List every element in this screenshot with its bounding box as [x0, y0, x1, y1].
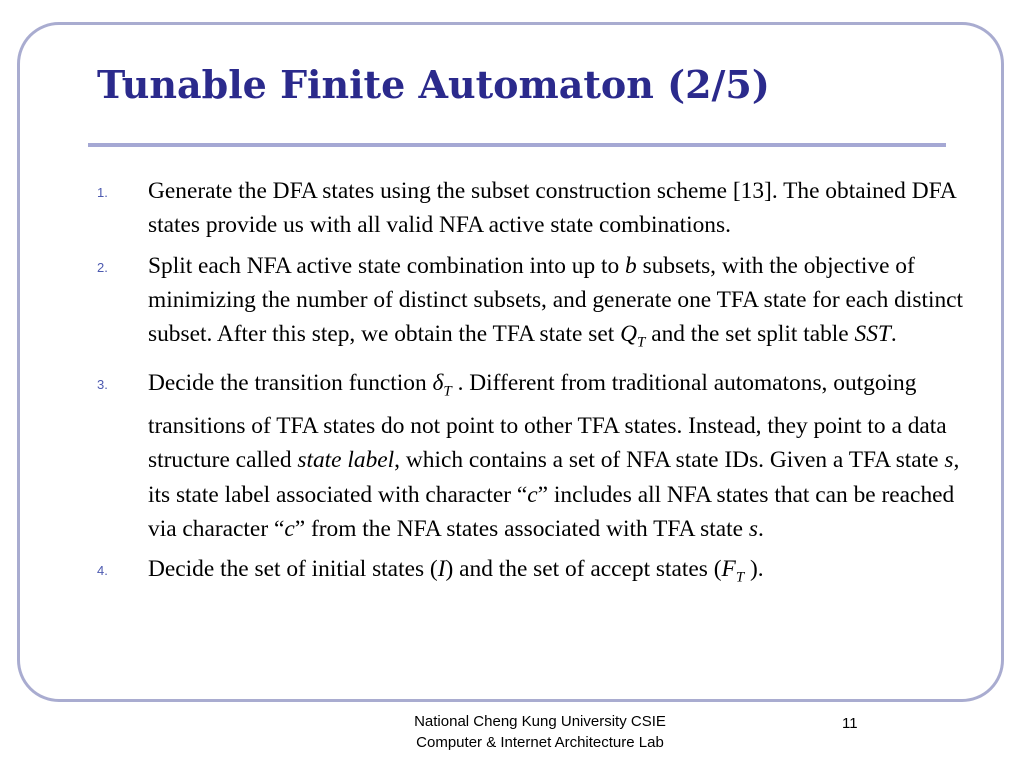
item-number: 1.: [97, 185, 108, 200]
item-number: 2.: [97, 259, 108, 275]
text-run: Generate the DFA states using the subset construction scheme [13]. The obtained DFA states provide us with all valid NFA active state combinations.: [148, 178, 956, 239]
item-text: [148, 249, 977, 361]
text-run: Split each NFA active state combination into up to: [148, 252, 626, 279]
page-number: 11: [842, 715, 858, 732]
italic-text: b: [625, 252, 637, 279]
italic-text: s: [748, 516, 758, 543]
slide-title: Tunable Finite Automaton (2/5): [97, 62, 770, 107]
text-run: Decide the set of initial states (: [148, 556, 438, 583]
footer-line-1: National Cheng Kung University CSIE: [414, 713, 666, 730]
footer-line-2: Computer & Internet Architecture Lab: [416, 734, 664, 751]
list-item: [97, 249, 977, 361]
text-run: Decide the transition function: [148, 370, 433, 397]
italic-text: F: [721, 556, 736, 583]
list-item: [97, 174, 977, 243]
item-text: [148, 366, 977, 546]
italic-text: state label: [297, 447, 395, 474]
subscript-text: T: [637, 334, 646, 351]
text-run: ” includes all NFA states that can be reached via character “: [148, 481, 955, 543]
list-item: [97, 366, 977, 546]
subscript-text: T: [443, 383, 452, 400]
title-divider: [88, 143, 946, 147]
italic-text: Q: [620, 321, 637, 348]
text-run: ) and the set of accept states (: [445, 556, 722, 583]
text-run: , its state label associated with character “: [148, 447, 960, 508]
steps-list: [97, 174, 977, 601]
footer-institution: [340, 711, 740, 753]
text-run: ).: [744, 556, 764, 583]
italic-text: I: [437, 556, 446, 583]
text-run: ” from the NFA states associated with TFA state: [294, 516, 749, 543]
item-text: [148, 552, 977, 595]
text-run: . Different from traditional automatons, outgoing transitions of TFA states do not point to other TFA states. Instead, they point to a data structure called: [148, 370, 947, 474]
italic-text: δ: [432, 370, 444, 397]
item-number: 3.: [97, 377, 108, 393]
text-run: , which contains a set of NFA state IDs. Given a TFA state: [394, 447, 945, 474]
item-text: [148, 174, 977, 243]
text-run: .: [757, 516, 764, 543]
text-run: .: [890, 321, 897, 348]
list-item: [97, 552, 977, 595]
text-run: subsets, with the objective of minimizing the number of distinct subsets, and generate one TFA state for each distinct subset. After this step, we obtain the TFA state set: [148, 252, 964, 348]
italic-text: s: [944, 447, 954, 474]
italic-text: SST: [854, 321, 891, 348]
subscript-text: T: [735, 569, 745, 586]
italic-text: c: [527, 481, 538, 508]
italic-text: c: [284, 516, 295, 543]
text-run: and the set split table: [645, 321, 855, 348]
item-number: 4.: [97, 563, 108, 579]
